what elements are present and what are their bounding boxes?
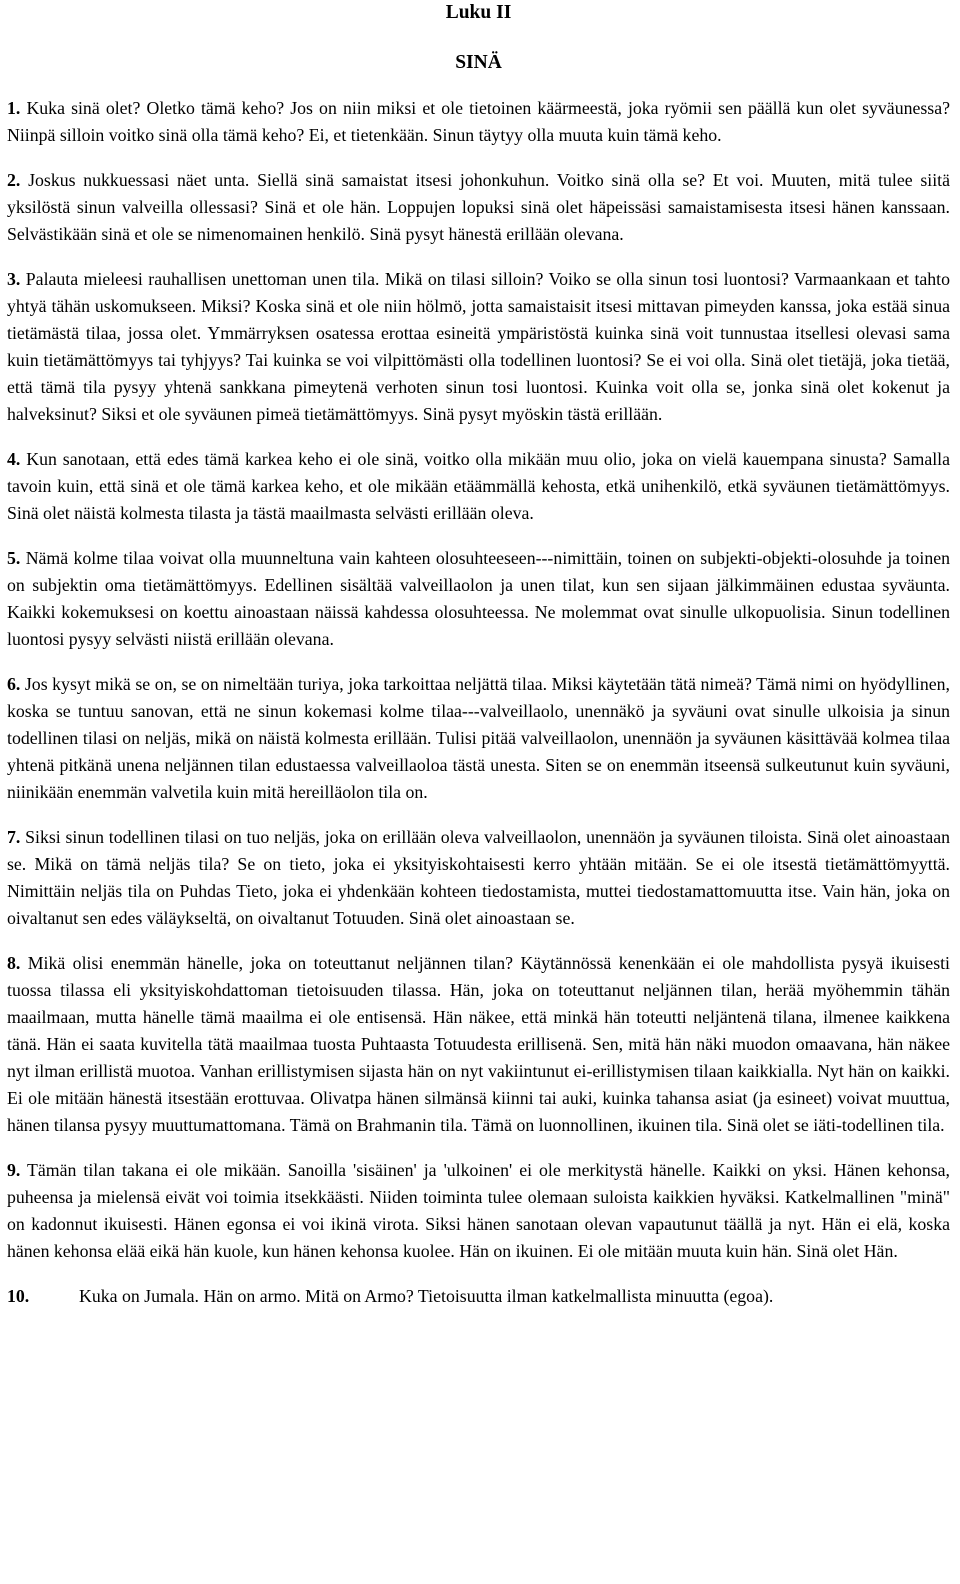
chapter-heading: Luku II xyxy=(445,2,512,23)
paragraph-4 xyxy=(7,446,950,527)
paragraph-text: Kuka on Jumala. Hän on armo. Mitä on Armo? Tietoisuutta ilman katkelmallista minuutta (egoa). xyxy=(79,1286,774,1306)
paragraph-number: 1. xyxy=(7,98,21,118)
paragraph-number: 3. xyxy=(7,269,21,289)
paragraph-number: 7. xyxy=(7,827,21,847)
paragraph-2 xyxy=(7,167,950,248)
paragraph-number: 10. xyxy=(7,1286,30,1306)
paragraph-text: Siksi sinun todellinen tilasi on tuo neljäs, joka on erillään oleva valveillaolon, unennäön ja syväunen tiloista. Sinä olet ainoastaan se. Mikä on tämä neljäs tila? Se on tieto, joka ei yksityiskohtaisesti kerro yhtään mitään. Se ei ole itsestä tietämättömyyttä. Nimittäin neljäs tila on Puhdas Tieto, joka ei yhdenkään kohteen tiedostamista, muttei tiedostamattomuutta itse. Vain hän, joka on oivaltanut sen edes väläykseltä, on oivaltanut Totuuden. Sinä olet ainoastaan se. xyxy=(7,827,951,928)
paragraph-number: 4. xyxy=(7,449,21,469)
paragraph-text: Palauta mieleesi rauhallisen unettoman unen tila. Mikä on tilasi silloin? Voiko se olla sinun tosi luontosi? Varmaankaan et tahto yhtyä tähän uskomukseen. Miksi? Koska sinä et ole niin hölmö, jotta samaistaisit itsesi mittavan pimeyden kanssa, joka estää sinua tietämästä tilaa, jossa olet. Ymmärryksen osatessa erottaa esineitä ympäristöstä kuinka sinä voit tunnustaa itsellesi olevasi sama kuin tietämättömyys tai tyhjyys? Tai kuinka se voi vilpittömästi olla todellinen luontosi? Se ei voi olla. Sinä olet tietäjä, joka tietää, että tämä tila pysyy yhtenä sankkana pimeytenä verhoten sinun tosi luontosi. Kuinka voit olla se, jonka sinä olet kokenut ja halveksinut? Siksi et ole syväunen pimeä tietämättömyys. Sinä pysyt myöskin tästä erillään. xyxy=(7,269,950,424)
paragraph-6 xyxy=(7,671,950,806)
paragraph-8 xyxy=(7,950,950,1139)
paragraph-text: Kun sanotaan, että edes tämä karkea keho ei ole sinä, voitko olla mikään muu olio, joka on vielä kauempana sinusta? Samalla tavoin kuin, että sinä et ole tämä karkea keho, et ole mikään etäämmällä kehosta, etkä unihenkilö, etkä syväunen tietämättömyys. Sinä olet näistä kolmesta tilasta ja tästä maailmasta selvästi erillään oleva. xyxy=(7,449,950,523)
paragraph-text: Mikä olisi enemmän hänelle, joka on toteuttanut neljännen tilan? Käytännössä kenenkään ei ole mahdollista pysyä ikuisesti tuossa tilassa eli yksityiskohdattoman tietoisuuden tilassa. Hän, joka on toteuttanut neljännen tilan, herää myöhemmin tähän maailmaan, mutta hänelle tämä maailma ei ole entisensä. Hän näkee, että minkä hän toteutti neljäntenä tilana, ilmenee kaikkena tänä. Hän ei saata kuvitella tätä maailmaa tuosta Puhtaasta Totuudesta erillisenä. Sen, mitä hän näki muodon omaavana, hän näkee nyt ilman erillistä muotoa. Vanhan erillistymisen sijasta hän on nyt vakiintunut ei-erillistymisen tilaan kaikkialla. Nyt hän on kaikki. Ei ole mitään hänestä itsestään erottuvaa. Olivatpa hänen silmänsä kiinni tai auki, kuinka tahansa asiat (ja esineet) voivat muuttua, hänen tilansa pysyy muuttumattomana. Tämä on Brahmanin tila. Tämä on luonnollinen, ikuinen tila. Sinä olet se iäti-todellinen tila. xyxy=(7,953,950,1135)
paragraph-9 xyxy=(7,1157,950,1265)
paragraph-number: 9. xyxy=(7,1160,21,1180)
paragraph-number: 8. xyxy=(7,953,21,973)
paragraph-text: Kuka sinä olet? Oletko tämä keho? Jos on niin miksi et ole tietoinen käärmeestä, joka ryömii sen päällä kun olet syväunessa? Niinpä silloin voitko sinä olla tämä keho? Ei, et tietenkään. Sinun täytyy olla muuta kuin tämä keho. xyxy=(7,98,950,145)
paragraph-number: 6. xyxy=(7,674,21,694)
paragraph-1 xyxy=(7,95,950,149)
paragraph-7 xyxy=(7,824,950,932)
paragraph-3 xyxy=(7,266,950,428)
paragraph-number: 5. xyxy=(7,548,21,568)
paragraph-10 xyxy=(7,1283,950,1310)
paragraph-text: Jos kysyt mikä se on, se on nimeltään turiya, joka tarkoittaa neljättä tilaa. Miksi käytetään tätä nimeä? Tämä nimi on hyödyllinen, koska se tuntuu sanovan, että ne sinun kokemasi kolme tilaa---valveillaolo, unennäkö ja syväuni ovat sinulle ulkoisia ja sinun todellinen tilasi on neljäs, mikä on näistä kolmesta erillään. Tulisi pitää valveillaolon, unennäön ja syväunen käsittävää kolmea tilaa yhtenä pitkänä unena neljännen tilan edustaessa valveillaoloa tästä unesta. Siten se on enemmän itseensä sulkeutunut kuin syväuni, niinikään enemmän valvetila kuin mitä hereilläolon tila on. xyxy=(7,674,950,802)
chapter-title: SINÄ xyxy=(455,52,502,73)
paragraph-text: Joskus nukkuessasi näet unta. Siellä sinä samaistat itsesi johonkuhun. Voitko sinä olla se? Et voi. Muuten, mitä tulee siitä yksilöstä sinun valveilla ollessasi? Sinä et ole hän. Loppujen lopuksi sinä olet häpeissäsi samaistamisesta itsesi hänen kanssaan. Selvästikään sinä et ole se nimenomainen henkilö. Sinä pysyt hänestä erillään olevana. xyxy=(7,170,951,244)
paragraph-text: Nämä kolme tilaa voivat olla muunneltuna vain kahteen olosuhteeseen---nimittäin, toinen on subjekti-objekti-olosuhde ja toinen on subjektin oma tietämättömyys. Edellinen sisältää valveillaolon ja unen tilat, kun sen sijaan jälkimmäinen edustaa syväunta. Kaikki kokemuksesi on koettu ainoastaan näissä kahdessa olosuhteessa. Ne molemmat ovat sinulle ulkopuolisia. Sinun todellinen luontosi pysyy selvästi niistä erillään olevana. xyxy=(7,548,950,649)
paragraph-text: Tämän tilan takana ei ole mikään. Sanoilla 'sisäinen' ja 'ulkoinen' ei ole merkitystä hänelle. Kaikki on yksi. Hänen kehonsa, puheensa ja mielensä eivät voi toimia itsekkäästi. Niiden toiminta tulee olemaan suloista kaikkien hyväksi. Katkelmallinen "minä" on kadonnut ikuisesti. Hänen egonsa ei voi ikinä virota. Siksi hänen sanotaan olevan vapautunut täällä ja nyt. Hän ei elä, koska hänen kehonsa elää eikä hän kuole, kun hänen kehonsa kuolee. Hän on ikuinen. Ei ole mitään muuta kuin hän. Sinä olet Hän. xyxy=(7,1160,951,1261)
paragraph-5 xyxy=(7,545,950,653)
paragraph-number: 2. xyxy=(7,170,21,190)
